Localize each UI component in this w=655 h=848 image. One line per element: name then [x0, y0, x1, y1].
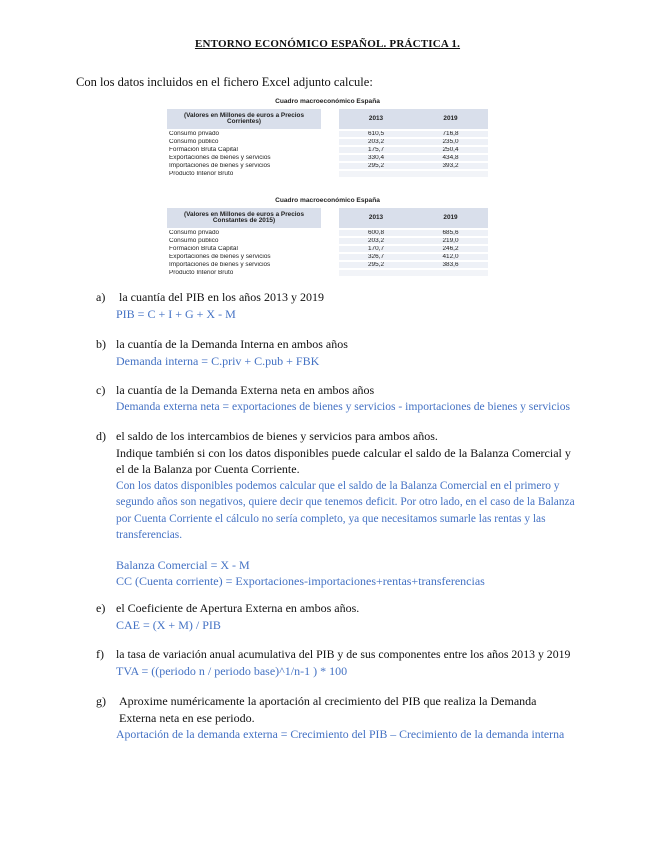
question-text: la cuantía de la Demanda Externa neta en ambos años: [116, 383, 375, 397]
row-label: Exportaciones de bienes y servicios: [169, 254, 271, 260]
cell-value: [339, 270, 413, 276]
answer-text: Aportación de la demanda externa = Crecimiento del PIB – Crecimiento de la demanda interna: [116, 727, 565, 741]
cell-value: [339, 171, 413, 177]
cell-value: 716,8: [413, 131, 488, 137]
table-row: [167, 270, 488, 276]
cell-value: 295,2: [339, 262, 413, 268]
cell-value: 295,2: [339, 163, 413, 169]
year-header: 2013: [339, 109, 413, 129]
question-text: el Coeficiente de Apertura Externa en ambos años.: [116, 601, 360, 615]
document-title: ENTORNO ECONÓMICO ESPAÑOL. PRÁCTICA 1.: [194, 38, 461, 50]
row-label: Producto Interior Bruto: [169, 270, 234, 276]
year-header: 2013: [339, 208, 413, 228]
row-label: Consumo privado: [169, 230, 220, 236]
cell-value: 219,0: [413, 238, 488, 244]
question-text-extra: Indique también si con los datos disponibles puede calcular el saldo de la Balanza Comercial y el de la Balanza por Cuenta Corriente.: [116, 445, 571, 476]
row-label: Consumo público: [169, 139, 219, 145]
row-label: Producto Interior Bruto: [169, 171, 234, 177]
cell-value: 203,2: [339, 139, 413, 145]
question-letter: g): [96, 694, 106, 708]
table-row: [167, 238, 488, 244]
cell-value: 393,2: [413, 163, 488, 169]
question-c: [96, 382, 596, 415]
answer-text: CAE = (X + M) / PIB: [116, 617, 221, 632]
table-row: [167, 163, 488, 169]
question-a: [96, 289, 586, 322]
answer-text: Con los datos disponibles podemos calcular que el saldo de la Balanza Comercial en el primero y segundo años son negativos, quiere decir que tenemos deficit. Por otro lado, en el caso de la Balanza por Cuenta Corriente el cálculo no sería completo, ya que necesitamos sumarle las rentas y las transferencias.: [116, 479, 575, 541]
table-header: (Valores en Millones de euros a Precios Constantes de 2015): [167, 208, 321, 228]
year-header: 2019: [413, 208, 488, 228]
cell-value: 685,6: [413, 230, 488, 236]
table-row: [167, 230, 488, 236]
row-label: Consumo público: [169, 238, 219, 244]
cell-value: [413, 270, 488, 276]
cell-value: 434,8: [413, 155, 488, 161]
table-row: [167, 262, 488, 268]
cell-value: 383,6: [413, 262, 488, 268]
table-row: [167, 131, 488, 137]
cell-value: 203,2: [339, 238, 413, 244]
table-caption: Cuadro macroeconómico España: [275, 98, 380, 105]
intro-text: Con los datos incluidos en el fichero Excel adjunto calcule:: [76, 75, 373, 89]
cell-value: 326,7: [339, 254, 413, 260]
row-label: Importaciones de bienes y servicios: [169, 262, 271, 268]
cell-value: 170,7: [339, 246, 413, 252]
question-e: [96, 600, 586, 633]
question-g: [96, 693, 586, 743]
question-letter: c): [96, 383, 106, 397]
cell-value: 330,4: [339, 155, 413, 161]
question-text: la tasa de variación anual acumulativa del PIB y de sus componentes entre los años 2013 y 2019: [116, 647, 571, 661]
question-text: la cuantía de la Demanda Interna en ambos años: [116, 337, 348, 351]
table-row: [167, 155, 488, 161]
answer-text: PIB = C + I + G + X - M: [116, 306, 236, 321]
question-letter: b): [96, 337, 106, 351]
cell-value: 600,8: [339, 230, 413, 236]
question-text: Aproxime numéricamente la aportación al crecimiento del PIB que realiza la Demanda Externa neta en ese periodo.: [119, 694, 537, 725]
table-caption: Cuadro macroeconómico España: [275, 197, 380, 204]
cell-value: 412,0: [413, 254, 488, 260]
answer-text: Demanda externa neta = exportaciones de bienes y servicios - importaciones de bienes y servicios: [116, 399, 571, 413]
formula-balanza-comercial: Balanza Comercial = X - M: [116, 557, 250, 572]
table-row: [167, 171, 488, 177]
cell-value: 175,7: [339, 147, 413, 153]
cell-value: 235,0: [413, 139, 488, 145]
question-letter: f): [96, 647, 104, 661]
table-row: [167, 246, 488, 252]
question-b: [96, 336, 586, 369]
cell-value: 246,2: [413, 246, 488, 252]
table-row: [167, 147, 488, 153]
macro-table-current-prices: [167, 95, 488, 179]
row-label: Exportaciones de bienes y servicios: [169, 155, 271, 161]
answer-text: TVA = ((periodo n / periodo base)^1/n-1 ) * 100: [116, 663, 348, 678]
question-d: [96, 428, 586, 590]
cell-value: 610,5: [339, 131, 413, 137]
row-label: Formación Bruta Capital: [169, 246, 238, 252]
question-letter: a): [96, 290, 106, 304]
answer-text: Demanda interna = C.priv + C.pub + FBK: [116, 353, 320, 368]
cell-value: [413, 171, 488, 177]
table-row: [167, 254, 488, 260]
question-text: la cuantía del PIB en los años 2013 y 2019: [119, 290, 324, 304]
row-label: Importaciones de bienes y servicios: [169, 163, 271, 169]
cell-value: 250,4: [413, 147, 488, 153]
question-letter: e): [96, 601, 106, 615]
formula-cuenta-corriente: CC (Cuenta corriente) = Exportaciones-importaciones+rentas+transferencias: [116, 574, 485, 588]
row-label: Consumo privado: [169, 131, 220, 137]
table-row: [167, 139, 488, 145]
year-header: 2019: [413, 109, 488, 129]
question-f: [96, 646, 596, 679]
question-letter: d): [96, 429, 106, 443]
question-text: el saldo de los intercambios de bienes y servicios para ambos años.: [116, 429, 438, 443]
row-label: Formación Bruta Capital: [169, 147, 238, 153]
macro-table-constant-prices: [167, 194, 488, 278]
table-header: (Valores en Millones de euros a Precios Corrientes): [167, 109, 321, 129]
